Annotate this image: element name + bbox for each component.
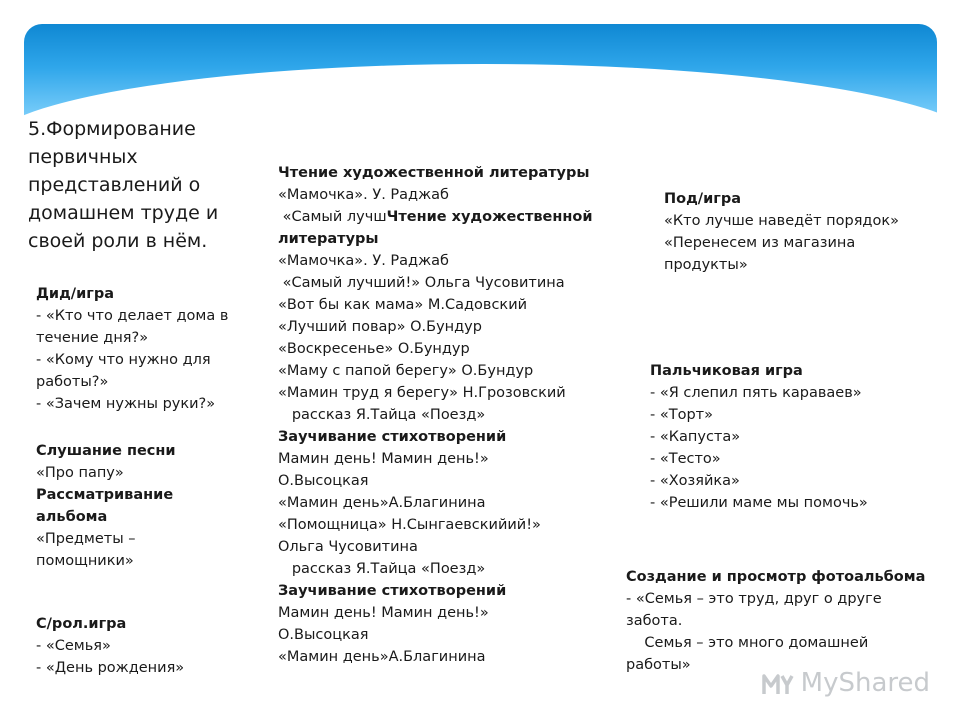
reading-line [278, 492, 593, 514]
reading-line-text: «Помощница» Н.Сынгаевскийий!» [278, 517, 541, 533]
finger-game-heading: Пальчиковая игра [650, 363, 803, 379]
reading-line-text: рассказ Я.Тайца «Поезд» [278, 407, 486, 423]
list-item: «Перенесем из магазина [664, 235, 856, 251]
watermark-text: MyShared [800, 668, 930, 698]
reading-line-text: «Мамочка». У. Раджаб [278, 253, 449, 269]
list-item: - «Семья» [36, 638, 111, 654]
reading-line [278, 404, 593, 426]
reading-line-text: литературы [278, 231, 379, 247]
header-banner [24, 24, 937, 120]
list-item: - «День рождения» [36, 660, 185, 676]
reading-line [278, 360, 593, 382]
reading-line-text: «Вот бы как мама» М.Садовский [278, 297, 528, 313]
title-line: представлений о [28, 174, 201, 196]
reading-line-text: «Мамин день»А.Благинина [278, 495, 486, 511]
reading-line [278, 536, 593, 558]
reading-line-text: «Самый лучш [278, 209, 387, 225]
reading-line [278, 162, 593, 184]
did-game-heading: Дид/игра [36, 286, 114, 302]
title-line: своей роли в нём. [28, 230, 208, 252]
list-item: - «Я слепил пять караваев» [650, 385, 862, 401]
reading-line [278, 602, 593, 624]
list-item: работы?» [36, 374, 109, 390]
title-line: первичных [28, 146, 138, 168]
list-item: - «Капуста» [650, 429, 741, 445]
reading-line-text: «Воскресенье» О.Бундур [278, 341, 470, 357]
watermark [761, 668, 930, 698]
reading-line-text: Заучивание стихотворений [278, 429, 507, 445]
photo-album-heading: Создание и просмотр фотоальбома [626, 569, 926, 585]
reading-line [278, 338, 593, 360]
did-game-block [36, 283, 228, 415]
title-line: домашнем труде и [28, 202, 219, 224]
reading-line [278, 228, 593, 250]
reading-line [278, 470, 593, 492]
list-item: - «Кому что нужно для [36, 352, 211, 368]
pod-game-block [664, 188, 899, 276]
reading-line-text: рассказ Я.Тайца «Поезд» [278, 561, 486, 577]
list-item: - «Зачем нужны руки?» [36, 396, 216, 412]
reading-line [278, 580, 593, 602]
title-line: 5.Формирование [28, 118, 196, 140]
slide-title [28, 115, 248, 255]
list-item: «Кто лучше наведёт порядок» [664, 213, 899, 229]
list-item: работы» [626, 657, 691, 673]
reading-line-text: Ольга Чусовитина [278, 539, 418, 555]
reading-line-text: «Мамин труд я берегу» Н.Грозовский [278, 385, 566, 401]
album-heading: альбома [36, 509, 108, 525]
reading-line [278, 624, 593, 646]
reading-line [278, 558, 593, 580]
reading-line [278, 514, 593, 536]
song-heading: Слушание песни [36, 443, 176, 459]
list-item: Семья – это много домашней [626, 635, 869, 651]
song-text: «Про папу» [36, 465, 124, 481]
pod-game-heading: Под/игра [664, 191, 742, 207]
reading-line-text: Мамин день! Мамин день!» [278, 451, 489, 467]
list-item: - «Решили маме мы помочь» [650, 495, 868, 511]
reading-line [278, 426, 593, 448]
reading-line-bold-tail: Чтение художественной [386, 209, 593, 225]
reading-line-text: «Мамин день»А.Благинина [278, 649, 486, 665]
list-item: течение дня?» [36, 330, 149, 346]
role-game-block [36, 613, 184, 679]
photo-album-block [626, 566, 925, 676]
reading-line-text: О.Высоцкая [278, 627, 369, 643]
reading-line-text: О.Высоцкая [278, 473, 369, 489]
reading-line [278, 448, 593, 470]
myshared-logo-icon [761, 670, 795, 696]
reading-line-text: Заучивание стихотворений [278, 583, 507, 599]
reading-line-text: «Маму с папой берегу» О.Бундур [278, 363, 534, 379]
reading-line-text: Чтение художественной литературы [278, 165, 590, 181]
song-album-block [36, 440, 176, 572]
reading-line [278, 316, 593, 338]
reading-line [278, 272, 593, 294]
list-item: - «Тесто» [650, 451, 721, 467]
reading-line [278, 294, 593, 316]
reading-line [278, 184, 593, 206]
reading-block [278, 162, 593, 668]
album-text: «Предметы – [36, 531, 136, 547]
album-text: помощники» [36, 553, 134, 569]
reading-line-text: Мамин день! Мамин день!» [278, 605, 489, 621]
album-heading: Рассматривание [36, 487, 174, 503]
reading-line [278, 206, 593, 228]
reading-line [278, 646, 593, 668]
list-item: - «Семья – это труд, друг о друге [626, 591, 882, 607]
reading-line-text: «Самый лучший!» Ольга Чусовитина [278, 275, 565, 291]
banner-wave [24, 64, 937, 120]
list-item: забота. [626, 613, 683, 629]
list-item: - «Кто что делает дома в [36, 308, 229, 324]
list-item: - «Хозяйка» [650, 473, 740, 489]
reading-line-text: «Лучший повар» О.Бундур [278, 319, 482, 335]
list-item: - «Торт» [650, 407, 713, 423]
reading-line-text: «Мамочка». У. Раджаб [278, 187, 449, 203]
role-game-heading: С/рол.игра [36, 616, 127, 632]
list-item: продукты» [664, 257, 748, 273]
finger-game-block [650, 360, 868, 514]
reading-line [278, 382, 593, 404]
reading-line [278, 250, 593, 272]
